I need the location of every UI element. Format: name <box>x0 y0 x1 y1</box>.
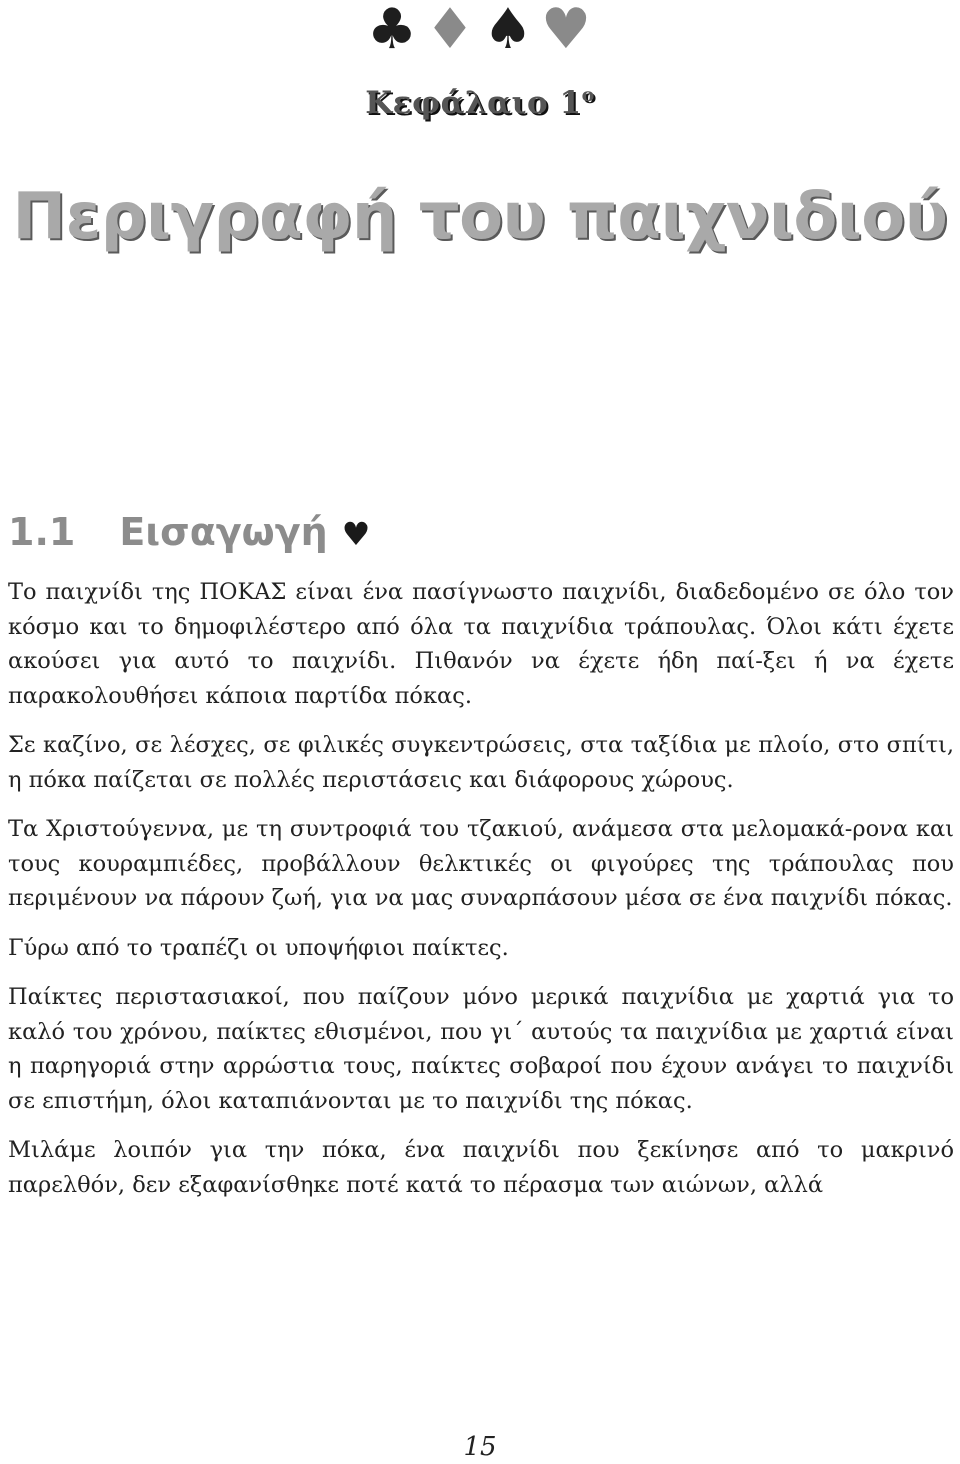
paragraph: Παίκτες περιστασιακοί, που παίζουν μόνο μερικά παιχνίδια με χαρτιά για το καλό του χρόνου, παίκτες εθισμένοι, που γι΄ αυτούς τα παιχνίδια με χαρτιά είναι η παρηγοριά στην αρρώστια τους, παίκτες σοβαροί που έχουν ανάγει το παιχνίδι σε επιστήμη, όλοι καταπιάνονται με το παιχνίδι της πόκας. <box>8 984 954 1114</box>
section-heading <box>8 510 370 554</box>
body-text <box>8 575 954 1217</box>
paragraph: Το παιχνίδι της ΠΟΚΑΣ είναι ένα πασίγνωστο παιχνίδι, διαδεδομένο σε όλο τον κόσμο και το δημοφιλέστερο από όλα τα παιχνίδια τράπουλας. Όλοι κάτι έχετε ακούσει για αυτό το παιχνίδι. Πιθανόν να έχετε ήδη παί-ξει ή να έχετε παρακολουθήσει κάποια παρτίδα πόκας. <box>8 579 954 709</box>
spade-icon: ♠ <box>482 0 536 62</box>
card-suits-header <box>0 0 960 62</box>
chapter-text: Κεφάλαιο 1 <box>365 85 582 121</box>
heart-icon: ♥ <box>540 0 594 62</box>
club-icon: ♣ <box>366 0 420 62</box>
diamond-icon: ♦ <box>424 0 478 62</box>
page-number: 15 <box>463 1432 497 1462</box>
section-number: 1.1 <box>8 510 76 554</box>
paragraph: Γύρω από το τραπέζι οι υποψήφιοι παίκτες. <box>8 934 509 961</box>
paragraph: Τα Χριστούγεννα, με τη συντροφιά του τζακιού, ανάμεσα στα μελομακά-ρονα και τους κουραμπιέδες, προβάλλουν θελκτικές οι φιγούρες της τράπουλας που περιμένουν να πάρουν ζωή, για να μας συναρπάσουν μέσα σε ένα παιχνίδι πόκας. <box>8 816 954 911</box>
paragraph: Σε καζίνο, σε λέσχες, σε φιλικές συγκεντρώσεις, στα ταξίδια με πλοίο, στο σπίτι, η πόκα παίζεται σε πολλές περιστάσεις και διάφορους χώρους. <box>8 732 954 793</box>
paragraph: Μιλάμε λοιπόν για την πόκα, ένα παιχνίδι που ξεκίνησε από το μακρινό παρελθόν, δεν εξαφανίσθηκε ποτέ κατά το πέρασμα των αιώνων, αλλά <box>8 1137 954 1198</box>
chapter-ordinal: ο <box>581 84 595 106</box>
section-title: Εισαγωγή <box>119 510 328 554</box>
chapter-label <box>0 84 960 121</box>
heart-icon: ♥ <box>341 515 371 553</box>
page-title: Περιγραφή του παιχνιδιού <box>12 180 948 254</box>
